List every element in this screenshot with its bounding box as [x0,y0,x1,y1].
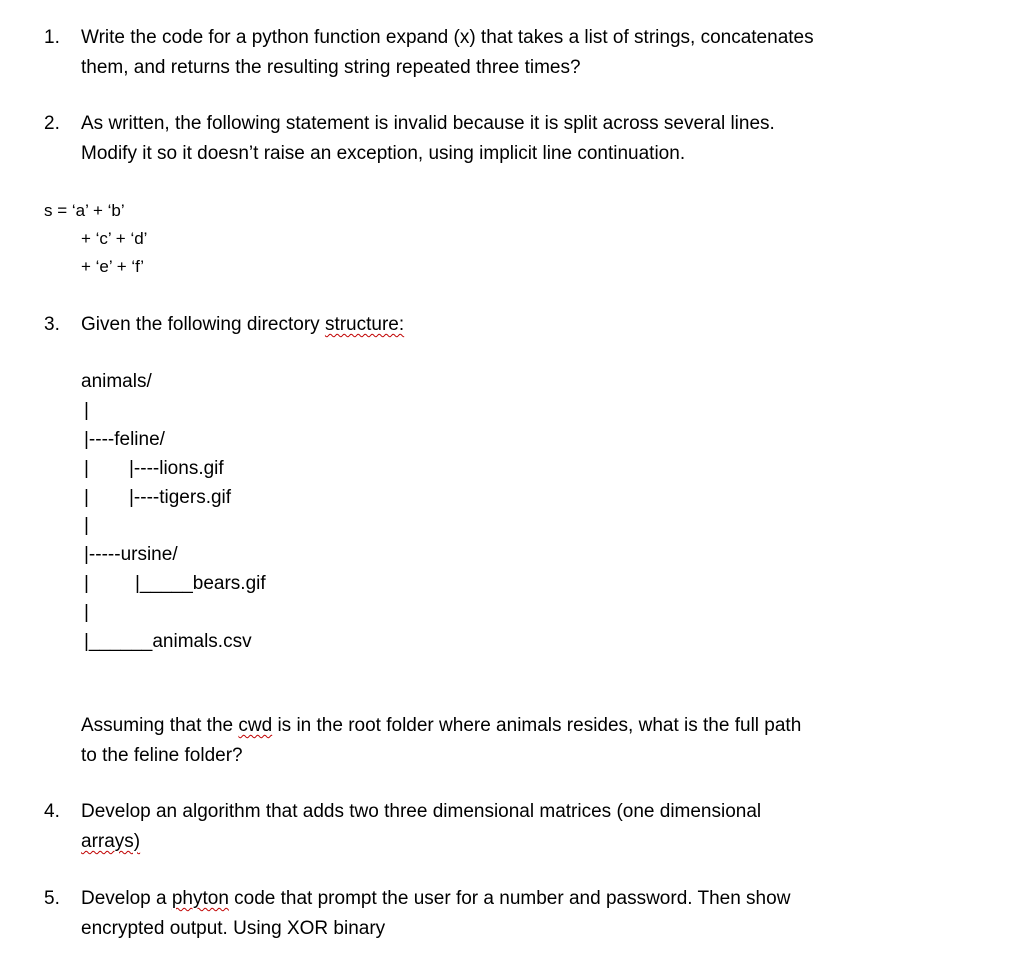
spellcheck-marked-word: cwd [238,715,273,736]
q3-text-pre: Given the following directory [81,314,325,335]
spellcheck-marked-word: phyton [171,888,229,909]
tree-root: animals/ [81,371,152,392]
q2-code-line2: + ‘c’ + ‘d’ [81,229,148,248]
tree-bar: | [84,573,89,594]
tree-bar: | [84,458,89,479]
tree-lions: |----lions.gif [129,458,224,479]
q5-text-pre: Develop a [81,888,172,909]
q5-number: 5. [44,888,60,909]
q1-number: 1. [44,27,60,48]
tree-bar: | [84,602,89,623]
tree-bar: | [84,515,89,536]
q2-number: 2. [44,113,60,134]
q4-text-line1: Develop an algorithm that adds two three dimensional matrices (one dimensional [81,801,762,822]
tree-tigers: |----tigers.gif [129,487,232,508]
q3-assume-pre: Assuming that the [81,715,239,736]
q3-number: 3. [44,314,60,335]
q3-assume-line2: to the feline folder? [81,745,243,766]
q2-text-line1: As written, the following statement is invalid because it is split across several lines. [81,113,775,134]
tree-bar: | [84,400,89,421]
tree-feline: |----feline/ [84,429,165,450]
tree-bears: |_____bears.gif [135,573,266,594]
tree-csv: |______animals.csv [84,631,252,652]
q4-text-line2 [81,830,140,854]
q3-text-line1 [81,313,404,337]
q3-assume-line1 [81,714,801,738]
spellcheck-marked-word: arrays) [81,831,141,852]
tree-ursine: |-----ursine/ [84,544,178,565]
q3-assume-post: is in the root folder where animals resides, what is the full path [272,715,802,736]
q1-text-line1: Write the code for a python function expand (x) that takes a list of strings, concatenates [81,27,814,48]
spellcheck-marked-word: structure: [324,314,405,335]
q1-text-line2: them, and returns the resulting string repeated three times? [81,57,581,78]
q2-code-line3: + ‘e’ + ‘f’ [81,257,144,276]
q5-text-post: code that prompt the user for a number and password. Then show [228,888,791,909]
q2-text-line2: Modify it so it doesn’t raise an exception, using implicit line continuation. [81,143,686,164]
tree-bar: | [84,487,89,508]
q5-text-line2: encrypted output. Using XOR binary [81,918,386,939]
q2-code-line1: s = ‘a’ + ‘b’ [44,201,125,220]
q4-number: 4. [44,801,60,822]
q5-text-line1 [81,887,790,911]
